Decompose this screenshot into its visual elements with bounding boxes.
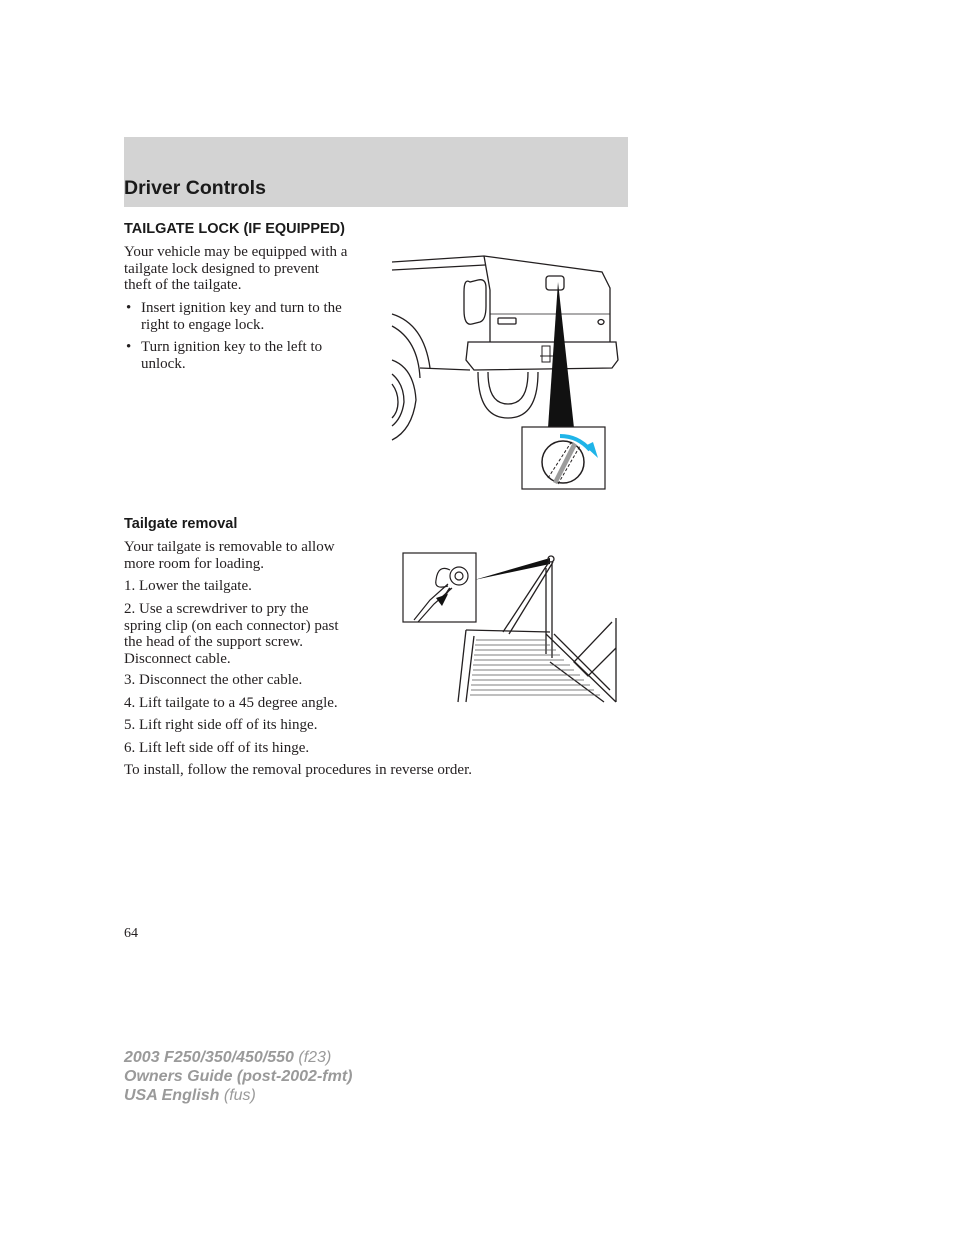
removal-step-6: 6. Lift left side off of its hinge. <box>124 740 310 756</box>
document-footer: 2003 F250/350/450/550 (f23) Owners Guide (post-2002-fmt) USA English (fus) <box>124 1049 353 1104</box>
removal-step-2: 2. Use a screwdriver to pry the spring clip (on each connector) past the head of the support screw. Disconnect cable. <box>124 601 339 667</box>
removal-step-5: 5. Lift right side off of its hinge. <box>124 717 318 733</box>
tailgate-lock-illustration <box>390 250 622 492</box>
tailgate-removal-heading: Tailgate removal <box>124 516 238 532</box>
removal-step-4: 4. Lift tailgate to a 45 degree angle. <box>124 695 338 711</box>
tailgate-removal-intro: Your tailgate is removable to allow more room for loading. <box>124 539 335 572</box>
removal-step-1: 1. Lower the tailgate. <box>124 578 252 594</box>
removal-step-3: 3. Disconnect the other cable. <box>124 672 303 688</box>
tailgate-lock-intro: Your vehicle may be equipped with a tailgate lock designed to prevent theft of the tailgate. <box>124 244 348 293</box>
bullet-dot: • <box>126 339 132 355</box>
page-number: 64 <box>124 926 138 941</box>
tailgate-removal-illustration <box>400 550 622 706</box>
bullet-dot: • <box>126 300 132 316</box>
tailgate-lock-heading: TAILGATE LOCK (IF EQUIPPED) <box>124 221 345 237</box>
install-note: To install, follow the removal procedures in reverse order. <box>124 762 473 778</box>
section-title: Driver Controls <box>124 177 266 199</box>
